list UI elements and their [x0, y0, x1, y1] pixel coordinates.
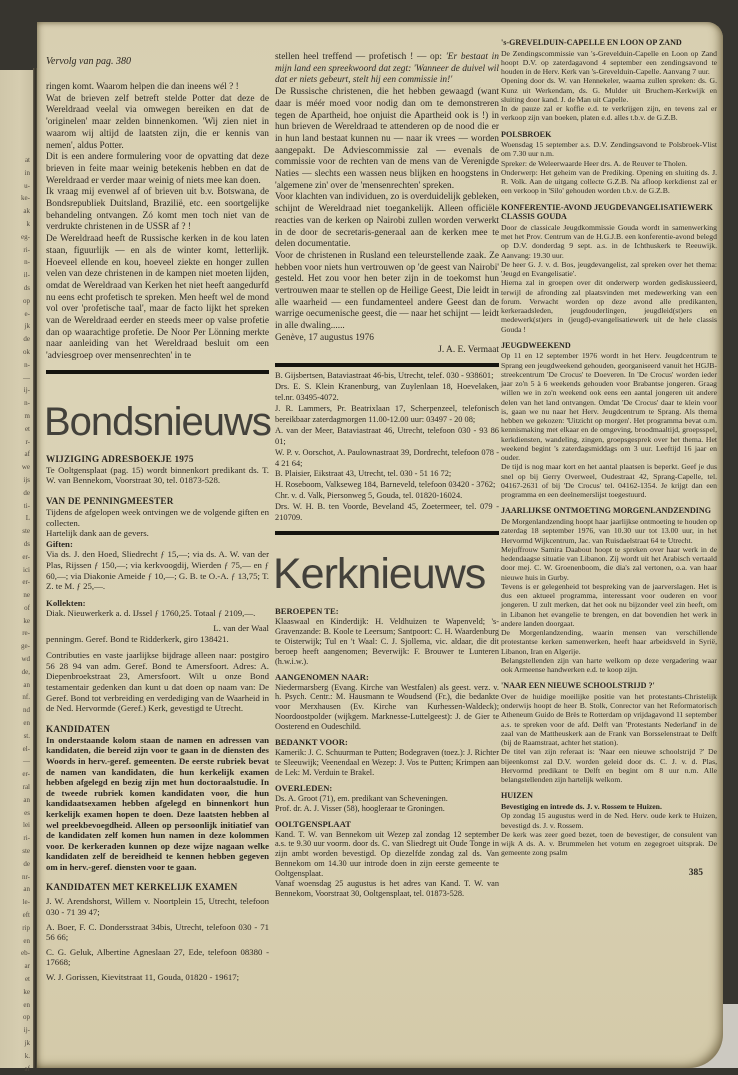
edge-fragment: n-	[24, 258, 30, 267]
paragraph-quote-italic: 'Er bestaat in mijn land een spreekwoord dat zegt: 'Wanneer de duivel wil dat er niets gebeurt, stelt hij een commissie in!'	[275, 52, 499, 86]
section-body	[501, 811, 717, 857]
section-paragraph: De titel van zijn referaat is: 'Naar een nieuwe schoolstrijd ?' De bijeenkomst zal D.V. worden geleid door ds. C. J. v. d. Plas, Hervormd predikant te Delft en begint om 8 uur n.m. Alle belangstellenden zijn hartelijk welkom.	[501, 747, 717, 785]
edge-fragment: ij-	[23, 1026, 30, 1035]
edge-fragment: il-	[23, 271, 30, 280]
section-body	[275, 794, 499, 814]
paragraph-lead: stellen heel treffend — profetisch ! — op:	[275, 52, 446, 62]
edge-fragment: eb-	[21, 949, 30, 958]
cut-off-text-fragments	[0, 70, 33, 1075]
edge-fragment: ds	[23, 283, 30, 292]
edge-fragment: jk	[24, 1038, 30, 1047]
edge-fragment: of	[24, 603, 30, 612]
kerknieuws-heading: Kerknieuws	[273, 549, 486, 598]
edge-fragment: en	[23, 1000, 30, 1009]
edge-fragment: de	[23, 488, 30, 497]
edge-fragment: r-	[25, 437, 30, 446]
section-paragraph: Door de classicale Jeugdkommissie Gouda wordt in samenwerking met het Prov. Centrum van de H.G.J.B. een konferentie-avond belegd op D.V. donderdag 9 sept. a.s. in de Ichthuskerk te Reeuwijk. Aanvang: 19.30 uur.	[501, 222, 717, 260]
section-aangenomen	[275, 672, 499, 733]
edge-fragment: ke	[23, 616, 30, 625]
section-schoolstrijd	[501, 681, 717, 784]
column-left	[46, 56, 269, 983]
kollekten-body: Diak. Nieuwerkerk a. d. IJssel ƒ 1760,25. Totaal ƒ 2109,—.	[46, 608, 256, 619]
section-title: OVERLEDEN:	[275, 782, 333, 793]
edge-fragment: eft	[22, 911, 30, 920]
edge-fragment: en	[23, 936, 30, 945]
section-title-kandidaten: KANDIDATEN	[46, 723, 111, 734]
contact-address-list	[275, 371, 499, 524]
kandidaten-entries	[46, 896, 269, 982]
article-dateline: Genève, 17 augustus 1976	[275, 332, 374, 343]
edge-fragment: nr-	[21, 872, 30, 881]
address-entry: Chr. v. d. Valk, Piersonweg 5, Gouda, tel. 01820-16024.	[275, 491, 463, 501]
previous-page-edge	[0, 70, 33, 1073]
edge-fragment: af	[24, 1064, 30, 1073]
bondsnieuws-heading: Bondsnieuws	[44, 399, 271, 444]
section-body	[275, 830, 499, 899]
address-entry: H. Roseboom, Valkseweg 184, Barneveld, telefoon 03420 - 3762;	[275, 480, 496, 490]
edge-fragment: at	[24, 156, 30, 164]
section-paragraph: Opening door ds. W. van Hennekeler, waarna zullen spreken: ds. G. Kunz uit Werkendam, ds. G. Mulder uit Bruchem-Kerkwijk en sluiting door kand. J. de Man uit Capelle.	[501, 76, 717, 104]
edge-fragment: de,	[21, 667, 30, 676]
section-ooltgensplaat	[275, 819, 499, 899]
giften-label: Giften:	[46, 538, 73, 549]
kandidaat-entry: A. Boer, F. C. Dondersstraat 34bis, Utrecht, telefoon 030 - 71 56 66;	[46, 921, 269, 943]
section-paragraph: Op zondag 15 augustus werd in de Ned. Herv. oude kerk te Huizen, bevestigd ds. J. v. Rossem.	[501, 811, 717, 830]
edge-fragment: eg-	[21, 232, 30, 241]
edge-fragment: ste	[22, 527, 30, 536]
contributies-body: Contributies en vaste jaarlijkse bijdrage alleen naar: postgiro 56 28 94 van adm. Geref. Bond te Amersfoort. Adres: A. Diepenbroekstraat 23, Amersfoort. Wilt u onze Bond testamentair gedenken dan kunt u dat doen op naam van: De Geref. Bond tot verbreiding en verdediging van de Waarheid in de Ned. Hervormde (Geref.) Kerk, gevestigd te Utrecht.	[46, 650, 269, 714]
article-wereldraad-middle	[275, 87, 499, 333]
section-jeugdweekend	[501, 341, 717, 500]
edge-fragment: de	[23, 859, 30, 868]
page-number: 385	[688, 867, 703, 878]
article-wereldraad-left	[46, 82, 269, 363]
edge-fragment: af	[24, 450, 30, 459]
edge-fragment: e-	[24, 309, 30, 318]
article-paragraph: De Russische christenen, die het hebben gewaagd (want daar is méér moed voor nodig dan om te demonstreren tegen de Apartheid, hoe onjuist die Apartheid ook is !) in hun brieven de Wereldraad te attenderen op de nood die er in hun land bestaat kunnen nu — naar ik vrees — worden aangepakt. De Adviescommissie zal — evenals de commissie voor de rechten van de mens van de Verenigde Naties — slechts een wassen neus blijken en hoogstens in 'algemene zin' over de 'mensenrechten' spreken.	[275, 87, 499, 191]
section-paragraph: Over de huidige moeilijke positie van het protestants-Christelijk onderwijs hoopt de heer B. Stolk, Conrector van het Reformatorisch Atheneum Guido de Brès te Rotterdam op vrijdagavond 11 september a.s. te spreken voor de afd. Delft van 'Protestants Nederland' in de zaal van de Mattheuskerk aan de Frank van Borsselenstraat te Delft (bij de Raamstraat, achter het station).	[501, 691, 717, 748]
divider-rule	[275, 531, 499, 535]
section-body	[275, 683, 499, 733]
article-paragraph	[275, 52, 499, 87]
edge-fragment: st.	[23, 731, 30, 740]
edge-fragment: ijs	[23, 475, 30, 484]
section-konferentie-avond	[501, 203, 717, 334]
kandidaat-entry: W. J. Gorissen, Kievitstraat 11, Gouda, 01820 - 19617;	[46, 972, 240, 983]
article-signature: J. A. E. Vermaat	[438, 344, 499, 355]
edge-fragment: en	[23, 719, 30, 728]
section-title: OOLTGENSPLAAT	[275, 818, 351, 829]
edge-fragment: le-	[22, 898, 30, 907]
edge-fragment: er-	[22, 578, 30, 587]
section-paragraph: Kand. T. W. van Bennekom uit Wezep zal zondag 12 september a.s. te 9.30 uur voorm. door ds. C. van Sliedregt uit Oude Tonge in zijn ambt worden bevestigd. Op diezelfde zondag zal ds. Van Bennekom om 14.30 uur introde doen in zijn eerste gemeente te Ooltgensplaat.	[275, 829, 499, 879]
section-paragraph: Klaaswaal en Kinderdijk: H. Veldhuizen te Wapenveld; 's-Gravenzande: B. Koole te Leersum; Santpoort: C. H. Waardenburg te Oisterwijk; Tul en 't Waal: C. J. Sjollema, vic. aldaar, die dit beroep heeft aangenomen; Beverwijk: F. Brouwer te Lunteren (h.w.i.w.).	[275, 616, 499, 666]
divider-rule	[275, 363, 499, 367]
edge-fragment: k.	[24, 1051, 30, 1060]
edge-fragment: u-	[24, 181, 30, 190]
section-paragraph: Vanaf woensdag 25 augustus is het adres van Kand. T. W. van Bennekom, Voorstraat 30, Ooltgensplaat, tel. 01873-528.	[275, 879, 499, 898]
section-huizen	[501, 791, 717, 857]
column-middle	[275, 52, 499, 904]
section-title: HUIZEN	[501, 791, 533, 801]
edge-fragment: in	[24, 168, 30, 177]
treasurer-signature-name: L. van der Waal	[213, 623, 269, 633]
edge-fragment: an	[23, 795, 30, 804]
penningmeester-thanks: Hartelijk dank aan de gevers.	[46, 528, 149, 539]
column-right	[501, 38, 717, 878]
edge-fragment: op	[23, 1013, 30, 1022]
address-entry: B. Plaisier, Eikstraat 43, Utrecht, tel. 030 - 51 16 72;	[275, 469, 452, 479]
kandidaat-entry: C. G. Geluk, Albertine Agneslaan 27, Ede, telefoon 08380 - 17668;	[46, 946, 269, 968]
newspaper-page	[37, 22, 723, 1068]
edge-fragment: de	[23, 335, 30, 344]
edge-fragment: —	[23, 757, 30, 766]
section-body	[501, 223, 717, 334]
edge-fragment: ti-	[23, 501, 30, 510]
section-title: 's-GREVELDUIN-CAPELLE EN LOON OP ZAND	[501, 38, 682, 47]
section-body	[275, 748, 499, 778]
edge-fragment: et	[24, 975, 30, 983]
edge-fragment: we	[21, 463, 30, 472]
penningmeester-intro: Tijdens de afgelopen week ontvingen we de volgende giften en collecten.	[46, 507, 269, 528]
edge-fragment: er-	[22, 770, 30, 779]
edge-fragment: an	[23, 680, 30, 689]
edge-fragment: ste	[22, 847, 30, 856]
edge-fragment: n-	[24, 360, 30, 369]
address-entry: Drs. E. S. Klein Kranenburg, van Zuylenlaan 18, Hoevelaken, tel.nr. 03495-4072.	[275, 382, 499, 403]
section-body	[501, 140, 717, 196]
edge-fragment: er-	[22, 552, 30, 561]
edge-fragment: lei	[23, 821, 30, 830]
section-paragraph: Onderwerp: Het geheim van de Prediking. Opening en sluiting ds. J. R. Volk. Aan de uitgang collecte G.Z.B. Na afloop kerkdienst zal er een verkoop in 'Silo' gehouden worden t.b.v. de G.Z.B.	[501, 167, 717, 196]
section-title: JAARLIJKSE ONTMOETING MORGENLANDZENDING	[501, 506, 712, 516]
section-polsbroek	[501, 130, 717, 196]
edge-fragment: ar	[24, 962, 30, 971]
edge-fragment: es	[24, 808, 30, 817]
section-paragraph: Woensdag 15 september a.s. D.V. Zendingsavond te Polsbroek-Vlist om 7.30 uur n.m.	[501, 140, 717, 159]
divider-rule	[46, 370, 269, 374]
section-paragraph: Op 11 en 12 september 1976 wordt in het Herv. Jeugdcentrum te Sprang een jeugdweekend gehouden, georganiseerd vanuit het HGJB-streekcentrum 'De Crocus' te Doeveren. In 'De Crocus' worden ieder jaar zo'n 5 à 6 weekends gehouden voor Brabantse jongeren. Graag willen we in zo'n weekend ook eens een aantal jongeren uit andere delen van het land ontvangen. Omdat 'De Crocus' daar te klein voor is, gaan we nu naar het Herv. Jeugdcentrum te Sprang. Als thema hebben we gekozen: 'Uitzicht op morgen'. Het programma bevat o.m. kennismaking met elkaar en de omgeving, broodmaaltijd, groepsspel, kerkdiensten, wandeling, zingen, groepsgesprek over het thema. Het weekend begint 's zaterdagsmiddags om 3 uur. Leeftijd 16 jaar en ouder.	[501, 351, 717, 463]
section-bedankt	[275, 737, 499, 778]
section-overleden	[275, 783, 499, 814]
article-paragraph: Wat de brieven zelf betreft stelde Potter dat deze de Wereldraad veelal via omwegen bereiken en dat de 'originelen' maar zelden binnenkomen. 'Wij zien niet in waarom wij altijd de laatsten zijn, die er kennis van nemen', aldus Potter.	[46, 93, 269, 151]
section-morgenlandzending	[501, 506, 717, 674]
section-paragraph: De kerk was zeer goed bezet, toen de bevestiger, de consulent van wijk A ds. A. v. Brummelen het votum en zegegroet uitsprak. De gemeente zong psalm	[501, 829, 717, 858]
edge-fragment: et	[24, 424, 30, 433]
address-entry: B. Gijsbertsen, Bataviastraat 46-bis, Utrecht, telef. 030 - 938601;	[275, 371, 494, 381]
address-entry: Drs. W. H. B. ten Voorde, Beveland 45, Zoetermeer, tel. 079 - 210709.	[275, 502, 499, 523]
section-title: POLSBROEK	[501, 129, 552, 139]
kollekten-label: Kollekten:	[46, 597, 86, 608]
edge-fragment: ij-	[23, 386, 30, 395]
giften-body: Via ds. J. den Hoed, Sliedrecht ƒ 15,—; via ds. A. W. van der Plas, Rijssen ƒ 150,—; via kerkvoogdij, Wierden ƒ 75,— en ƒ 60,—; via Diakonie Ameide ƒ 10,—; G. B. te O.-A. ƒ 13,75; T. Z. te M. ƒ 25,—.	[46, 549, 269, 592]
section-paragraph: De tijd is nog maar kort en het aantal plaatsen is beperkt. Geef je dus snel op bij Gerry Overweel, Oudestraat 42, Sprang-Capelle, tel. 04167-2631 of bij 'De Crocus' tel. 04162-1354. Je krijgt dan een programma en een deelnemerslijst toegestuurd.	[501, 462, 717, 500]
section-paragraph: Belangstellenden zijn van harte welkom op deze vergadering waar ook Armeense handwerken e.d. te koop zijn.	[501, 655, 717, 675]
section-paragraph: De Morgenlandzending hoopt haar jaarlijkse ontmoeting te houden op zaterdag 18 september 1976, van 10.30 uur tot 13.00 uur, in het Hervormd Wijkcentrum, Jac. van Ruisdaelstraat 64 te Utrecht.	[501, 517, 717, 545]
section-title-penningmeester: VAN DE PENNINGMEESTER	[46, 496, 174, 507]
address-entry: W. P. v. Oorschot, A. Paulownastraat 39, Dordrecht, telefoon 078 - 4 21 64;	[275, 447, 499, 468]
edge-fragment: ke-	[21, 194, 30, 203]
section-body	[275, 617, 499, 667]
edge-fragment: ds	[23, 539, 30, 548]
section-paragraph: In de pauze zal er koffie e.d. te verkrijgen zijn, en tevens zal er verkoop zijn van boeken, platen e.d. alles t.b.v. de G.Z.B.	[501, 104, 717, 123]
section-paragraph: De Morgenlandzending, waarin mensen van verschillende protestantse kerken samenwerken, heeft haar arbeidsveld in Syrië, Libanon, Iran en Algerije.	[501, 628, 717, 656]
article-paragraph: Dit is een andere formulering voor de opvatting dat deze brieven in feite maar weinig betekenis hebben en dat de Wereldraad er verder maar weinig of niets mee kan doen.	[46, 152, 269, 186]
edge-fragment: ri-	[23, 834, 30, 843]
section-body	[501, 351, 717, 499]
section-paragraph: Spreker: de Weleerwaarde Heer drs. A. de Reuver te Tholen.	[501, 158, 688, 168]
edge-fragment: re-	[22, 629, 30, 638]
section-body	[501, 692, 717, 785]
edge-fragment: —	[23, 373, 30, 382]
section-body: Te Ooltgensplaat (pag. 15) wordt binnenkort predikant ds. T. W. van Bennekom, Voorstraat 30, tel. 01873-528.	[46, 464, 269, 486]
edge-fragment: L	[25, 514, 30, 523]
section-paragraph: Kamerik: J. C. Schuurman te Putten; Bodegraven (toez.): J. Richter te Sleeuwijk; Veenendaal en Wezep: J. Vos te Putten; Krimpen aan de Lek: M. Verduin te Brakel.	[275, 748, 499, 777]
edge-fragment: ne	[23, 591, 30, 600]
continuation-note: Vervolg van pag. 380	[46, 56, 131, 67]
article-paragraph: ringen komt. Waarom helpen die dan ineens wél ? !	[46, 82, 239, 92]
edge-fragment: nf.	[22, 693, 30, 702]
section-title-adresboekje: WIJZIGING ADRESBOEKJE 1975	[46, 453, 194, 464]
edge-fragment: ici	[23, 565, 30, 574]
edge-fragment: an	[23, 885, 30, 894]
section-title: KONFERENTIE-AVOND JEUGDEVANGELISATIEWERK CLASSIS GOUDA	[501, 202, 713, 222]
edge-fragment: el-	[22, 744, 30, 753]
section-paragraph: Prof. dr. A. J. Visser (58), hoogleraar te Groningen.	[275, 803, 445, 813]
section-title-kandidaten-examen: KANDIDATEN MET KERKELIJK EXAMEN	[46, 882, 238, 893]
edge-fragment: m	[24, 411, 30, 420]
edge-fragment: n-	[24, 399, 30, 408]
edge-fragment: ri-	[23, 245, 30, 254]
kandidaten-body: In onderstaande kolom staan de namen en adressen van kandidaten, die bereid zijn voor te gaan in de diensten des Woords in herv.-geref. gemeenten. De eerste rubriek bevat de namen van kandidaten, die hun kerkelijk examen hebben afgelegd en bezig zijn met hun doctoraalstudie. In de tweede rubriek komen kandidaten voor, die hun kandidaatsexamen hebben afgelegd en binnenkort hun kerkelijk examen hopen te doen. Deze laatsten hebben al wel preekbevoegdheid. Alleen op persoonlijk initiatief van de kandidaten zelf komen hun namen in deze kolommen voor. De kerkeraden kunnen op deze wijze nagaan welke kandidaten zelf de bereidheid te kennen hebben gegeven om in herv.-geref. diensten voor te gaan.	[46, 734, 269, 872]
section-body	[501, 49, 717, 123]
section-paragraph: Hierna zal in groepen over dit onderwerp worden gediskussieerd, terwijl de afronding zal plaatsvinden met medewerking van een forum. Verwacht worden op deze avond alle predikanten, kerkeraadsleden, jeugdouderlingen, jeugdleid(st)ers en medewerk(st)ers in (jeugd)-evangelisatiewerk uit de hele classis Gouda !	[501, 278, 717, 334]
article-paragraph: Voor de christenen in Rusland een teleurstellende zaak. Ze hebben voor niets hun vertrouwen op 'de geest van Nairobi' gesteld. Het zou voor hen beter zijn in de toekomst hun vertrouwen maar te stellen op de Heilige Geest, Die leidt in alle waarheid — een fundamenteel andere Geest dan de warrige oecumenische geest, die — naar het schijnt — leidt in alle dwaling......	[275, 250, 499, 332]
address-entry: J. R. Lammers, Pr. Beatrixlaan 17, Scherpenzeel, telefonisch bereikbaar zaterdagmorgen 11.00-12.00 uur: 03497 - 20 08;	[275, 404, 499, 424]
section-paragraph: Tevens is er gelegenheid tot bespreking van de jaarverslagen. Het is dus een aktueel programma, interessant voor ouderen en voor jongeren. U zult merken, dat het ook nu bijzonder veel zin heeft, om in Libanon het evangelie te brengen, en dat bovendien het werk in andere landen doorgaat.	[501, 581, 717, 628]
article-paragraph: Voor klachten van individuen, zo is overduidelijk gebleken, schijnt de Wereldraad niet toegankelijk. Alleen officiële reacties van de kerken op Nairobi zullen worden verwerkt in de door de secretaris-generaal aan de kerken mee te delen documentatie.	[275, 192, 499, 250]
section-paragraph: Mejuffrouw Samira Daabout hoopt te spreken over haar werk in de hedendaagse situatie van Libanon. Zij wordt uit het Arabisch vertaald door mej. C. W. Groenenboom, die dia's zal vertonen, o.a. van haar nieuwe huis in Gurby.	[501, 544, 717, 582]
edge-fragment: nd	[23, 706, 30, 715]
section-paragraph: De heer G. J. v. d. Bos, jeugdevangelist, zal spreken over het thema: 'Jeugd en Evangelisatie'.	[501, 259, 717, 279]
section-title: BEDANKT VOOR:	[275, 737, 348, 748]
edge-fragment: ok	[23, 347, 30, 356]
section-title: JEUGDWEEKEND	[501, 340, 571, 350]
section-subtitle: Bevestiging en intrede ds. J. v. Rossem te Huizen.	[501, 802, 662, 811]
section-title: 'NAAR EEN NIEUWE SCHOOLSTRIJD ?'	[501, 681, 655, 691]
section-grevelduin-capelle	[501, 38, 717, 123]
section-body	[501, 517, 717, 674]
edge-fragment: ge-	[21, 642, 30, 651]
edge-fragment: ke	[23, 987, 30, 996]
article-paragraph: De Wereldraad heeft de Russische kerken in de kou laten staan, figuurlijk — en als de winter komt, letterlijk. Hoeveel ellende en kou, hoeveel ziekte en honger zullen velen van deze christenen in de kampen niet moeten lijden, omdat de Wereldraad van Kerken het niet heeft aangedurfd nu eens echt profetisch te spreken. Men heeft wel de mond vol over 'profetische taal', maar de facto lijkt het spreken van de Wereldraad eerder en steeds meer op valse profetie dan op waarachtige profetie. De Noor Per Lönning merkte naar aanleiding van het Wereldraad besluit om een 'adviesgroep over mensenrechten' in te	[46, 234, 269, 362]
address-entry: A. van der Meer, Bataviastraat 46, Utrecht, telefoon 030 - 93 86 01;	[275, 425, 499, 446]
edge-fragment: wd	[21, 655, 30, 664]
section-title: AANGENOMEN NAAR:	[275, 671, 369, 682]
section-paragraph: De Zendingscommissie van 's-Grevelduin-Capelle en Loon op Zand hoopt D.V. op zaterdagavond 4 september een zendingsavond te houden in de Herv. Kerk van 's-Grevelduin-Capelle. Aanvang 7 uur.	[501, 48, 717, 77]
edge-fragment: rip	[22, 923, 30, 932]
section-beroepen	[275, 606, 499, 667]
edge-fragment: k	[26, 219, 30, 228]
kandidaat-entry: J. W. Arendshorst, Willem v. Noortplein 15, Utrecht, telefoon 030 - 71 39 47;	[46, 896, 269, 918]
edge-fragment: jk	[24, 322, 30, 331]
treasurer-signature-role: penningm. Geref. Bond te Ridderkerk, giro 138421.	[46, 633, 229, 644]
section-paragraph: Ds. A. Groot (71), em. predikant van Scheveningen.	[275, 793, 448, 803]
article-paragraph: Ik vraag mij evenwel af of brieven uit b.v. Botswana, de Bondsrepubliek Duitsland, Brazilië, etc. een soortgelijke behandeling ontvangen. Zó komt men toch niet van de verdrukte christenen in de USSR af ? !	[46, 187, 269, 233]
edge-fragment: ral	[22, 783, 30, 792]
section-title: BEROEPEN TE:	[275, 605, 339, 616]
edge-fragment: op	[23, 296, 30, 305]
section-paragraph: Niedermarsberg (Evang. Kirche van Westfalen) als geest. verz. v. h. Psych. Centr.: M. Hausmann te Woudsend (Fr.), die bedankte voor Merxhausen (Ev. Kirche van Kurhessen-Waldeck); Noordoostpolder (wijkgem. Marknesse-Luttelgeest): J. de Gier te Oosterend en Oudeschild.	[275, 682, 499, 732]
edge-fragment: ak	[23, 207, 30, 216]
